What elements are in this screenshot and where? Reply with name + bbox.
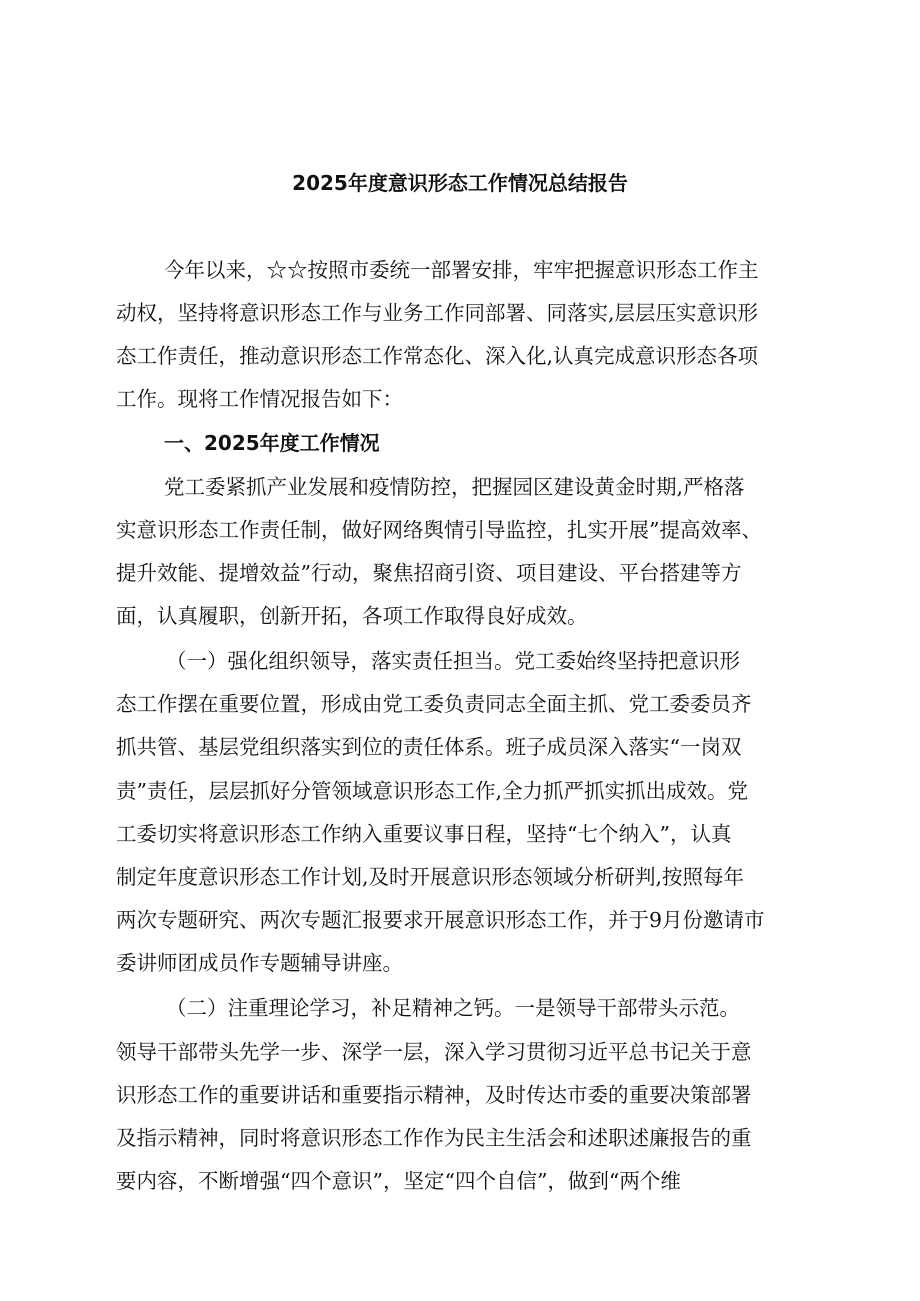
paragraph-line: 提升效能、提增效益”行动，聚焦招商引资、项目建设、平台搭建等方	[116, 561, 742, 585]
paragraph-line: 识形态工作的重要讲话和重要指示精神，及时传达市委的重要决策部署	[116, 1083, 752, 1107]
paragraph-line: 实意识形态工作责任制，做好网络舆情引导监控，扎实开展”提高效率、	[116, 518, 762, 542]
document-title: 2025年度意识形态工作情况总结报告	[292, 171, 628, 195]
paragraph-line: 及指示精神，同时将意识形态工作作为民主生活会和述职述廉报告的重	[116, 1126, 752, 1150]
paragraph-line: 工作。现将工作情况报告如下：	[116, 387, 403, 411]
paragraph-line: 动权，坚持将意识形态工作与业务工作同部署、同落实,层层压实意识形	[116, 301, 759, 325]
paragraph-line: 态工作摆在重要位置，形成由党工委负责同志全面主抓、党工委委员齐	[116, 692, 752, 716]
paragraph-line: 两次专题研究、两次专题汇报要求开展意识形态工作，并于9月份邀请市	[116, 908, 765, 932]
paragraph-line: 委讲师团成员作专题辅导讲座。	[116, 951, 403, 975]
paragraph-line: 领导干部带头先学一步、深学一层，深入学习贯彻习近平总书记关于意	[116, 1040, 752, 1064]
paragraph-line: 制定年度意识形态工作计划,及时开展意识形态领域分析研判,按照每年	[116, 865, 745, 889]
subsection-line: （一）强化组织领导，落实责任担当。党工委始终坚持把意识形	[166, 649, 740, 673]
paragraph-line: 今年以来，☆☆按照市委统一部署安排，牢牢把握意识形态工作主	[164, 258, 759, 282]
paragraph-line: 责”责任，层层抓好分管领域意识形态工作,全力抓严抓实抓出成效。党	[116, 779, 748, 803]
paragraph-line: 要内容，不断增强“四个意识”，坚定“四个自信”，做到“两个维	[116, 1169, 681, 1193]
paragraph-line: 党工委紧抓产业发展和疫情防控，把握园区建设黄金时期,严格落	[164, 475, 745, 499]
paragraph-line: 工委切实将意识形态工作纳入重要议事日程，坚持“七个纳入”，认真	[116, 822, 732, 846]
section-heading: 一、2025年度工作情况	[164, 431, 380, 455]
paragraph-line: 态工作责任，推动意识形态工作常态化、深入化,认真完成意识形态各项	[116, 344, 759, 368]
paragraph-line: 抓共管、基层党组织落实到位的责任体系。班子成员深入落实“一岗双	[116, 735, 742, 759]
paragraph-line: 面，认真履职，创新开拓，各项工作取得良好成效。	[116, 604, 588, 628]
subsection-line: （二）注重理论学习，补足精神之钙。一是领导干部带头示范。	[166, 996, 740, 1020]
